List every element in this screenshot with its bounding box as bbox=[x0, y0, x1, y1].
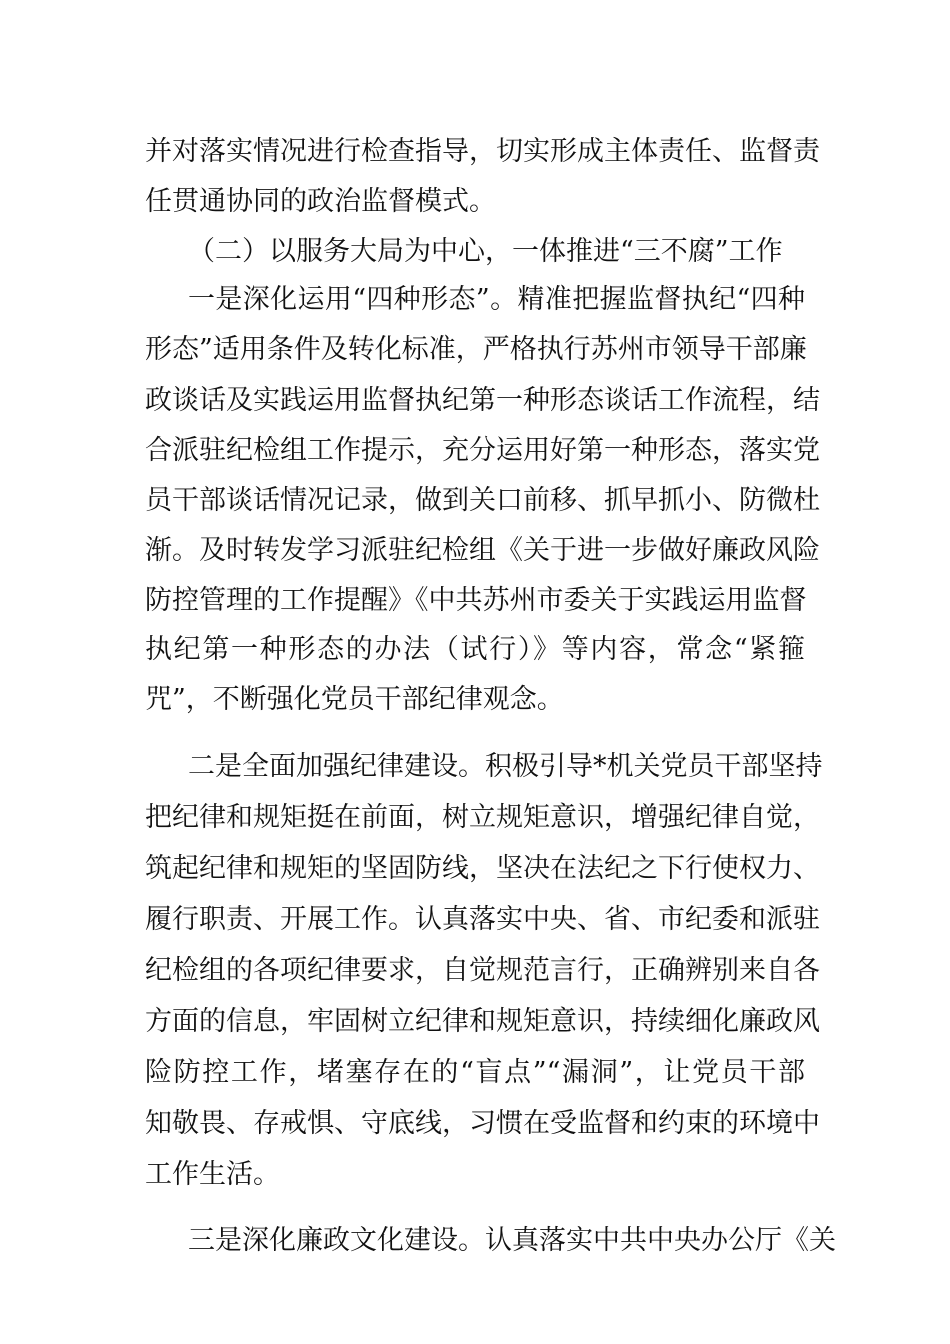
body-text-line: 工作生活。 bbox=[145, 1159, 280, 1190]
body-text-line: 政谈话及实践运用监督执纪第一种形态谈话工作流程，结 bbox=[145, 385, 820, 416]
body-text-line: 把纪律和规矩挺在前面，树立规矩意识，增强纪律自觉， bbox=[145, 802, 820, 833]
section-heading: （二）以服务大局为中心，一体推进“三不腐”工作 bbox=[188, 236, 783, 267]
body-text-line: 合派驻纪检组工作提示，充分运用好第一种形态，落实党 bbox=[145, 435, 820, 466]
body-text-line: 方面的信息，牢固树立纪律和规矩意识，持续细化廉政风 bbox=[145, 1006, 820, 1037]
body-text-line: 咒”，不断强化党员干部纪律观念。 bbox=[145, 684, 564, 715]
body-text-line: 任贯通协同的政治监督模式。 bbox=[145, 186, 496, 217]
body-text-line: 纪检组的各项纪律要求，自觉规范言行，正确辨别来自各 bbox=[145, 955, 820, 986]
body-text-line: 形态”适用条件及转化标准，严格执行苏州市领导干部廉 bbox=[145, 334, 807, 365]
body-text-line: 险防控工作，堵塞存在的“盲点”“漏洞”，让党员干部 bbox=[145, 1057, 805, 1088]
body-text-line: 并对落实情况进行检查指导，切实形成主体责任、监督责 bbox=[145, 136, 820, 167]
body-text-line: 一是深化运用“四种形态”。精准把握监督执纪“四种 bbox=[188, 284, 805, 315]
body-text-line: 三是深化廉政文化建设。认真落实中共中央办公厅《关 bbox=[188, 1225, 836, 1256]
body-text-line: 员干部谈话情况记录，做到关口前移、抓早抓小、防微杜 bbox=[145, 485, 820, 516]
body-text-line: 筑起纪律和规矩的坚固防线，坚决在法纪之下行使权力、 bbox=[145, 853, 820, 884]
body-text-line: 履行职责、开展工作。认真落实中央、省、市纪委和派驻 bbox=[145, 904, 820, 935]
body-text-line: 渐。及时转发学习派驻纪检组《关于进一步做好廉政风险 bbox=[145, 535, 820, 566]
body-text-line: 执纪第一种形态的办法（试行）》等内容，常念“紧箍 bbox=[145, 634, 805, 665]
body-text-line: 二是全面加强纪律建设。积极引导*机关党员干部坚持 bbox=[188, 751, 823, 782]
body-text-line: 知敬畏、存戒惧、守底线，习惯在受监督和约束的环境中 bbox=[145, 1108, 820, 1139]
body-text-line: 防控管理的工作提醒》《中共苏州市委关于实践运用监督 bbox=[145, 585, 807, 616]
